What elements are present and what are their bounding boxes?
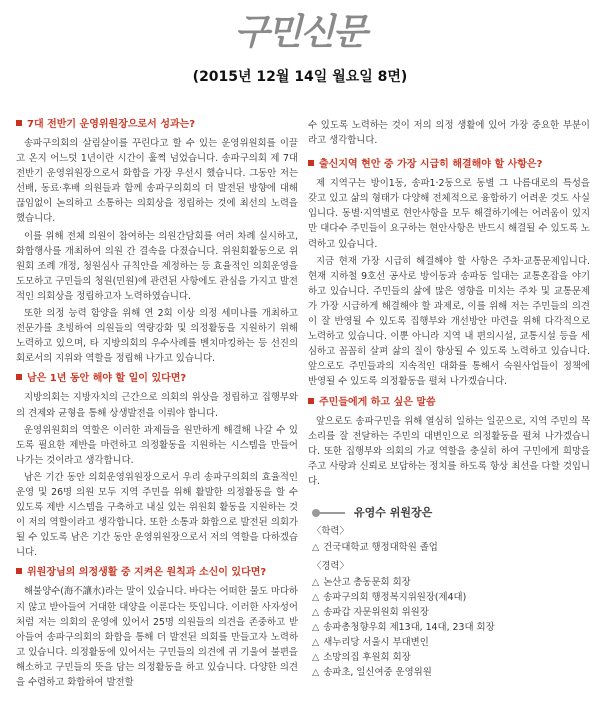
answer-paragraph: 송파구의회의 살림살이를 꾸린다고 할 수 있는 운영위원회를 이끌고 온지 어느덧 1년이란 시간이 훌쩍 넘었습니다. 송파구의회 제 7대 전반기 운영위원장으로서 화합을 가장 우선시 했습니다. 그동안 저는 선배, 동료·후배 의원들과 함께 송파구의회의 더 발전된 방향에 대해 끊임없이 논의하고 소통하는 의회상을 정립하는 것에 최선의 노력을 했습니다.: [16, 138, 298, 225]
square-bullet-icon: [308, 160, 314, 166]
issue-dateline: (2015년 12월 14일 월요일 8면): [192, 69, 408, 85]
career-item: △ 송파초, 일신여중 운영위원: [312, 667, 432, 679]
career-label: 〈경력〉: [312, 561, 349, 573]
answer-paragraph: 남은 기간 동안 의회운영위원장으로서 우리 송파구의회의 효율적인 운영 및 26명 의원 모두 지역 주민을 위해 활발한 의정활동을 할 수 있도록 제반 시스템을 구축하고 내실 있는 위원회 활동을 지원하는 것이 저의 역할이라고 생각합니다. 또한 소통과 화합으로 발전된 의회가 될 수 있도록 남은 기간 동안 운영위원장으로서 저의 역할을 다하겠습니다.: [16, 471, 298, 559]
answer-paragraph: 지금 현재 가장 시급히 해결해야 할 사항은 주차·교통문제입니다. 현재 지하철 9호선 공사로 방이동과 송파동 일대는 교통혼잡을 야기하고 있습니다. 주민들의 삶에 많은 영향을 미치는 주차 및 교통문제가 가장 시급하게 해결해야 할 과제로, 이를 위해 저는 주민들의 의견이 잘 반영될 수 있도록 집행부와 개선방안 마련을 위해 다각적으로 노력하고 있습니다. 이뿐 아니라 지역 내 편의시설, 교통시설 등을 세심하고 꼼꼼히 살펴 삶의 질이 향상될 수 있도록 노력하고 있습니다. 앞으로도 주민들과의 지속적인 대화를 통해서 숙원사업들이 정책에 반영될 수 있도록 의정활동을 펼쳐 나가겠습니다.: [308, 255, 590, 388]
question-heading: 7대 전반기 운영위원장으로서 성과는?: [16, 118, 298, 132]
career-item: △ 송파총청향우회 제13대, 14대, 23대 회장: [312, 622, 495, 634]
answer-paragraph: 지방의회는 지방자치의 근간으로 의회의 위상을 정립하고 집행부와의 견제와 균형을 통해 상생발전을 이뤄야 합니다.: [16, 392, 298, 419]
newspaper-masthead: 구민신문: [234, 11, 366, 53]
profile-heading: 유영수 위원장은: [312, 505, 590, 520]
profile-box: [308, 505, 590, 680]
square-bullet-icon: [16, 568, 22, 574]
question-heading: 위원장님의 의정생활 중 지켜온 원칙과 소신이 있다면?: [16, 566, 298, 580]
right-column: [308, 118, 590, 680]
answer-paragraph: 운영위원회의 역할은 이러한 과제들을 원만하게 해결해 나갈 수 있도록 필요한 제반을 마련하고 의정활동을 지원하는 시스템을 만들어나가는 것이라고 생각합니다.: [16, 424, 298, 466]
square-bullet-icon: [308, 398, 314, 404]
answer-paragraph: 제 지역구는 방이1동, 송파1·2동으로 동별 그 나름대로의 특성을 갖고 있고 삶의 형태가 다양해 전체적으로 융합하기 어려운 것도 사실입니다. 동별·지역별로 현안사항을 모두 해결하기에는 어려움이 있지만 대다수 주민들이 요구하는 현안사항은 반드시 해결될 수 있도록 노력하고 있습니다.: [308, 178, 590, 250]
key-icon: [312, 509, 346, 517]
left-column: [16, 118, 298, 692]
answer-paragraph: 또한 의정 능력 함양을 위해 연 2회 이상 의정 세미나를 개최하고 전문가를 초빙하여 의원들의 역량강화 및 의정활동을 지원하기 위해 노력하고 있으며, 타 지방의회의 우수사례를 벤치마킹하는 등 선진의회로서의 지위와 역할을 정립해 나가고 있습니다.: [16, 308, 298, 365]
education-item: △ 건국대학교 행정대학원 졸업: [312, 542, 438, 554]
answer-paragraph: 해불양수(海不讓水)라는 말이 있습니다. 바다는 어떠한 물도 마다하지 않고 받아들여 거대한 대양을 이룬다는 뜻입니다. 이러한 사자성어처럼 저는 의회의 운영에 있어서 25명 의원들의 의견을 존중하고 받아들여 송파구의회의 화합을 통해 더 발전된 의회를 만들고자 노력하고 있습니다. 의정활동에 있어서는 구민들의 의견에 귀 기울여 불편을 해소하고 구민들의 뜻을 담는 의정활동을 하고 있습니다. 다양한 의견을 수렴하고 화합하여 발전할: [16, 586, 298, 688]
question-heading: 주민들에게 하고 싶은 말씀: [308, 396, 590, 410]
career-item: △ 송파구의회 행정복지위원장(제4대): [312, 592, 467, 604]
answer-paragraph: 이를 위해 전체 의원이 참여하는 의원간담회를 여러 차례 실시하고, 화합행사를 개최하여 의원 간 결속을 다졌습니다. 위원회활동으로 위원회 조례 개정, 청원심사 규칙안을 제정하는 등 효율적인 의회운영을 도모하고 구민들의 청원(민원)에 관련된 사항에도 관심을 가지고 발전적인 의회상을 정립하고자 노력하였습니다.: [16, 230, 298, 302]
square-bullet-icon: [16, 120, 22, 126]
answer-paragraph: 앞으로도 송파구민을 위해 열심히 일하는 일꾼으로, 지역 주민의 목소리를 잘 전달하는 주민의 대변인으로 의정활동을 펼쳐 나가겠습니다. 또한 집행부와 의회의 가교 역할을 충실히 하여 구민에게 희망을 주고 사랑과 신뢰로 보답하는 정치를 하도록 항상 최선을 다할 것입니다.: [308, 415, 590, 487]
question-heading: 출신지역 현안 중 가장 시급히 해결해야 할 사항은?: [308, 158, 590, 172]
continued-paragraph: 수 있도록 노력하는 것이 저의 의정 생활에 있어 가장 중요한 부분이라고 생각합니다.: [308, 120, 590, 147]
education-label: 〈학력〉: [312, 526, 349, 538]
career-item: △ 송파갑 자문위원회 위원장: [312, 607, 429, 619]
question-heading: 남은 1년 동안 해야 할 일이 있다면?: [16, 372, 298, 386]
career-item: △ 새누리당 서울시 부대변인: [312, 637, 429, 649]
square-bullet-icon: [16, 374, 22, 380]
career-item: △ 논산고 총동문회 회장: [312, 577, 411, 589]
career-item: △ 소망의집 후원회 회장: [312, 652, 411, 664]
